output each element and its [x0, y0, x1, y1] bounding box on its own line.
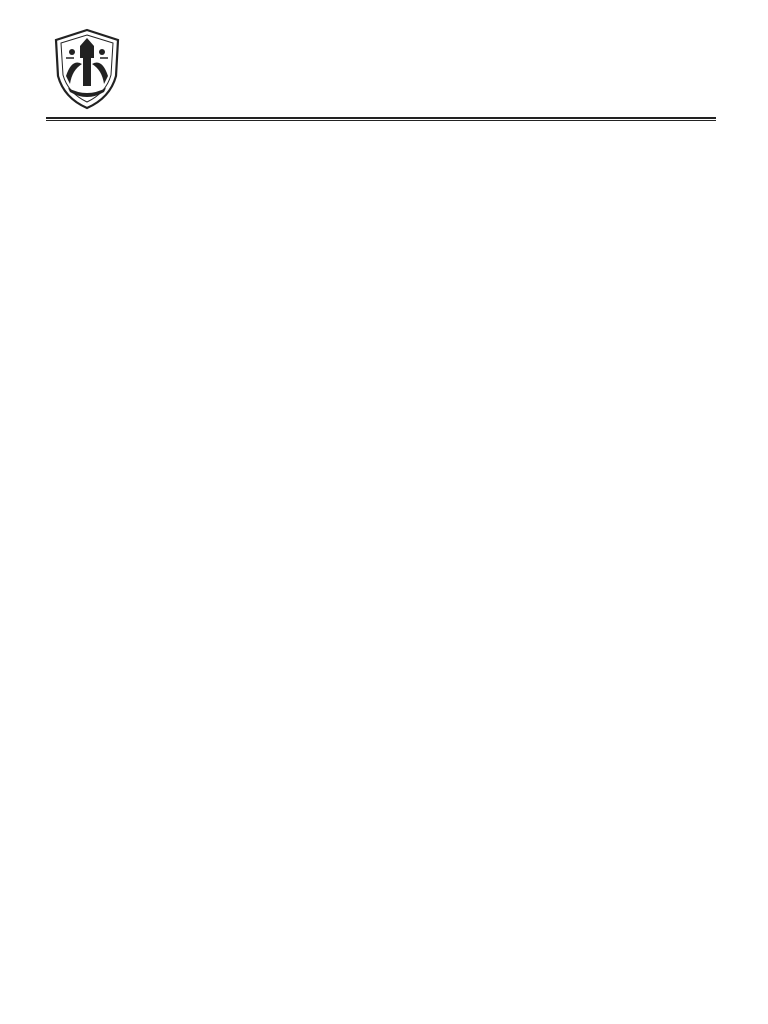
letterhead-divider — [46, 117, 716, 119]
letterhead-divider-thin — [46, 120, 716, 121]
provincial-emblem-icon — [52, 28, 122, 110]
decree-title — [0, 130, 768, 132]
letterhead — [0, 20, 768, 115]
